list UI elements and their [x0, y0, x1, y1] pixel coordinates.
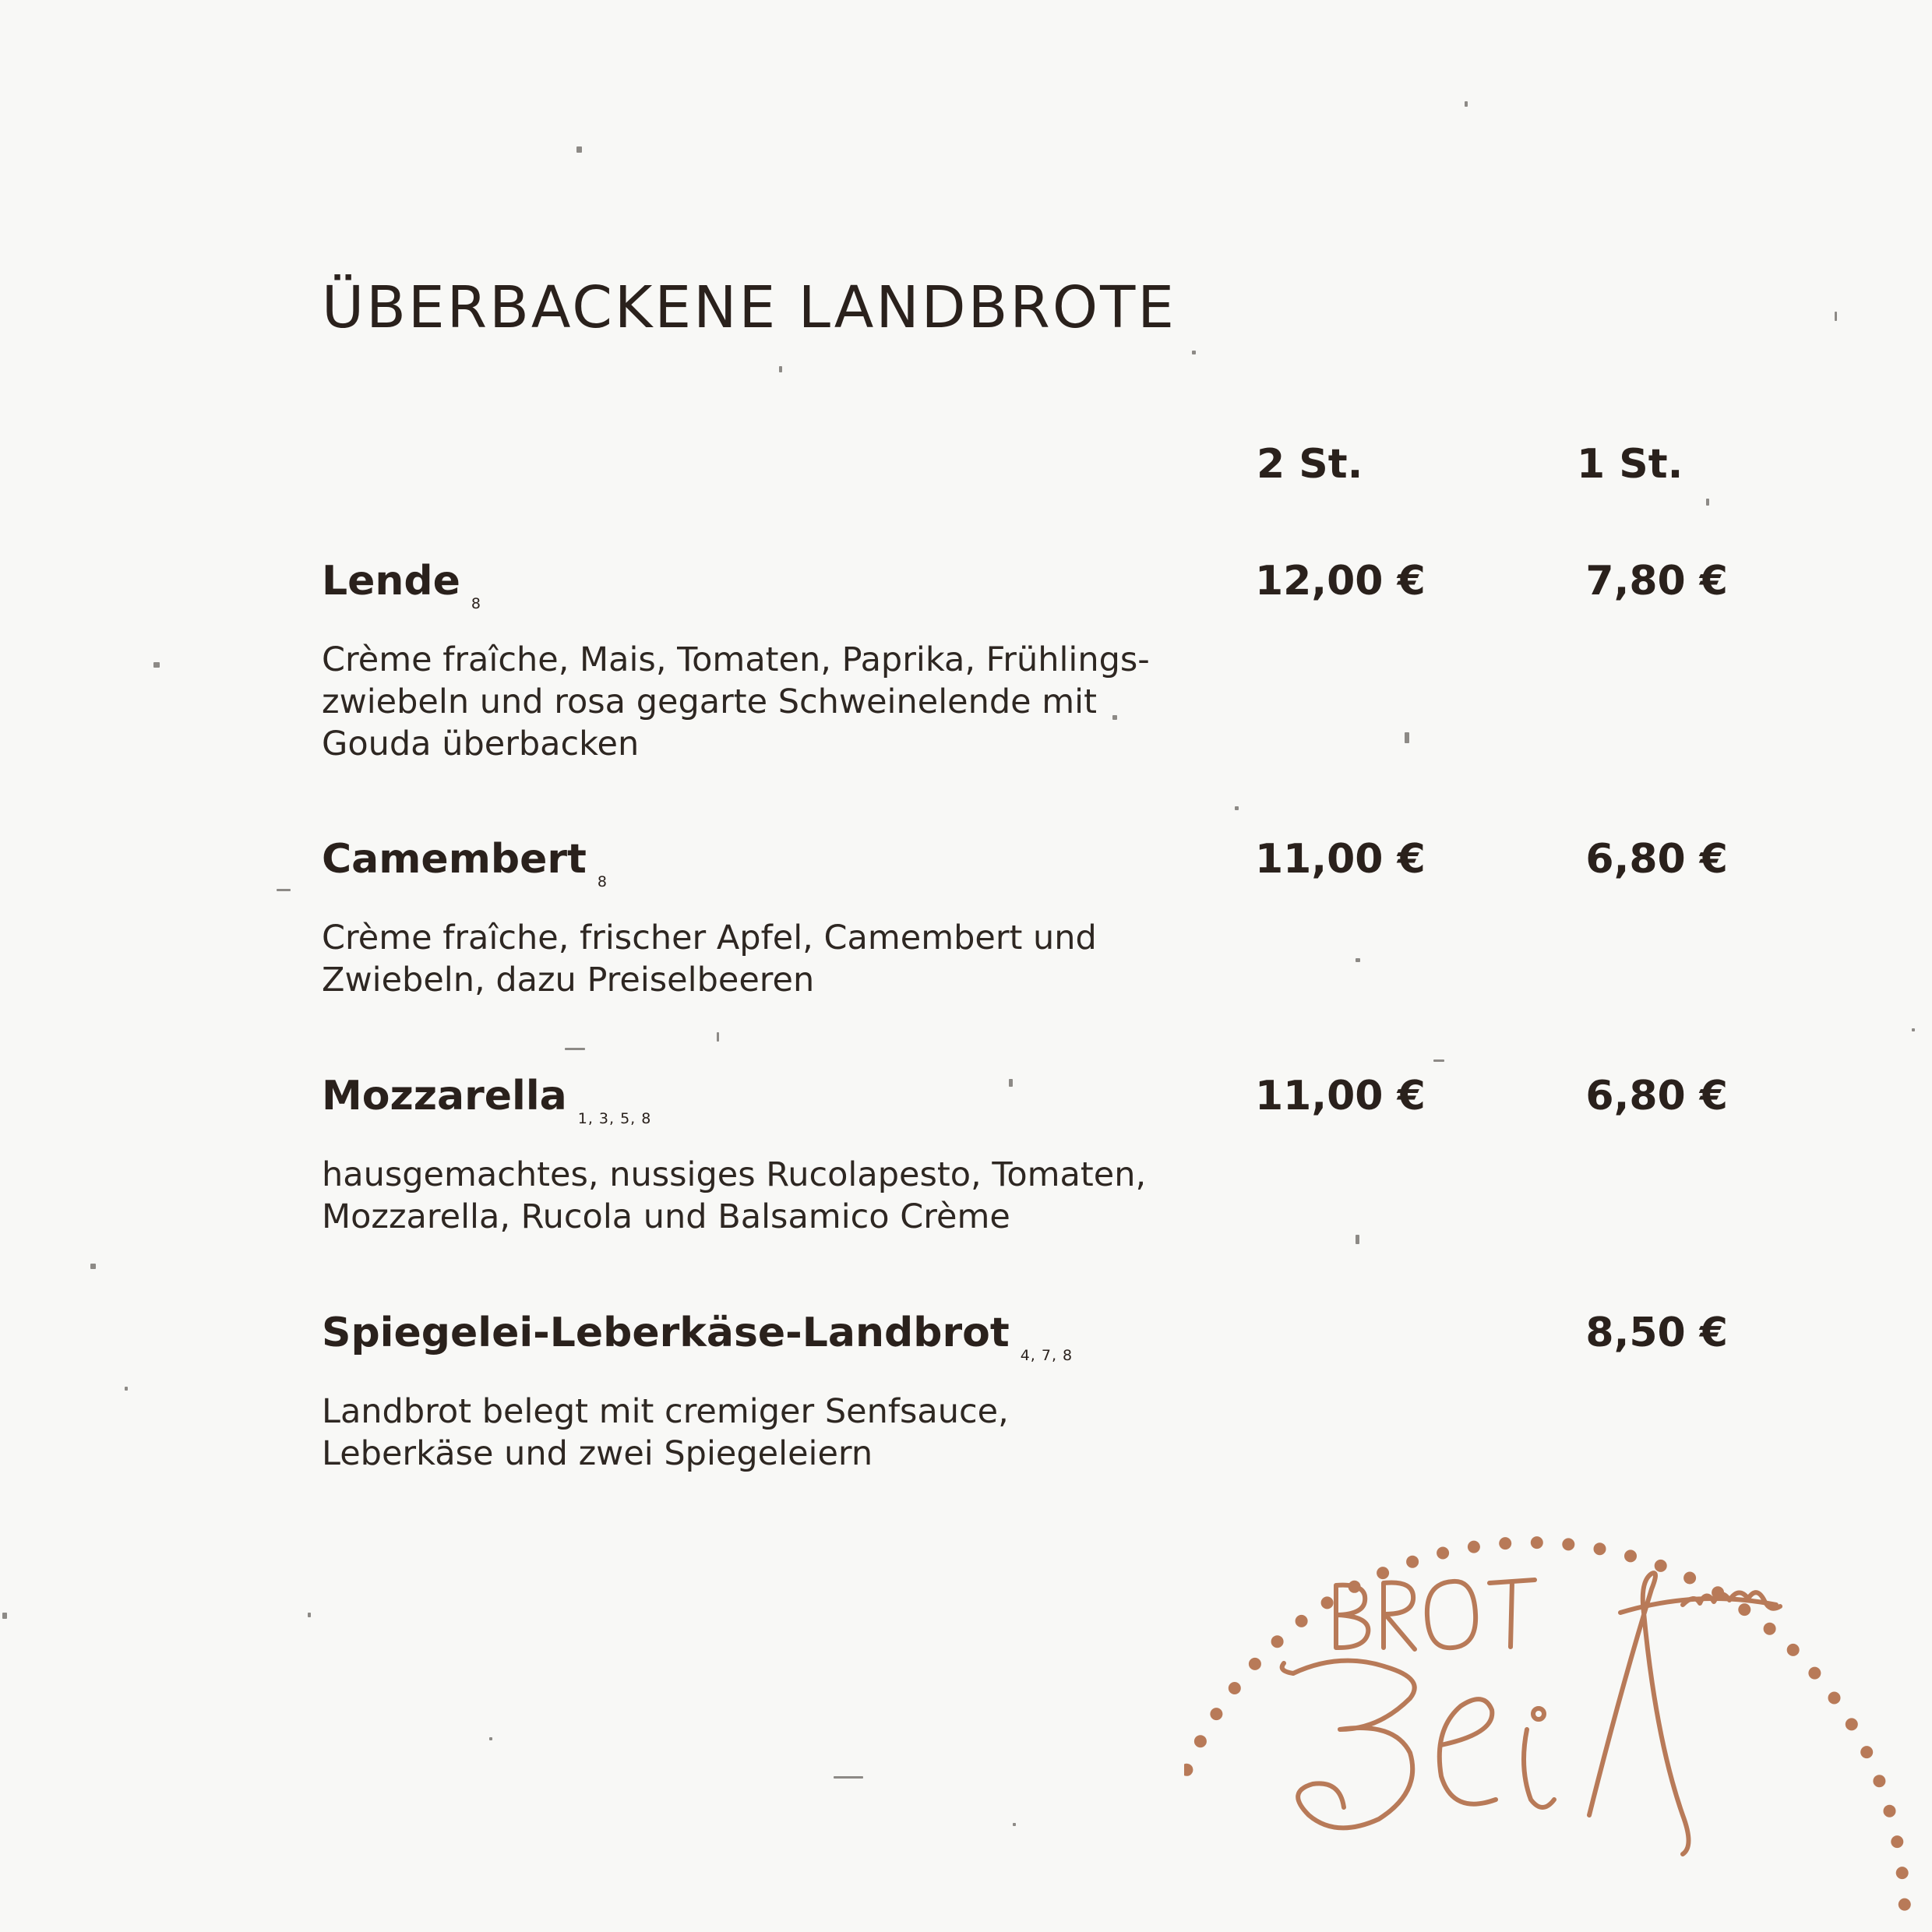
page-title: ÜBERBACKENE LANDBROTE	[322, 273, 1177, 341]
price-one-piece: 6,80 €	[1585, 1073, 1728, 1119]
allergen-codes: 8	[597, 873, 608, 890]
logo-dot	[1437, 1547, 1449, 1560]
menu-item	[322, 836, 1763, 999]
logo-dot	[1808, 1667, 1821, 1680]
logo-dot	[1499, 1537, 1511, 1549]
logo-dot	[1738, 1603, 1750, 1616]
price-two-pieces: 11,00 €	[1255, 836, 1426, 883]
logo-dot	[1229, 1682, 1241, 1694]
allergen-codes: 8	[471, 595, 482, 612]
item-description: hausgemachtes, nussiges Rucolapesto, Tomaten, Mozzarella, Rucola und Balsamico Crème	[322, 1155, 1147, 1236]
column-header-one-piece: 1 St.	[1577, 441, 1683, 488]
logo-dot	[1594, 1542, 1606, 1555]
logo-dot	[1896, 1867, 1909, 1879]
menu-item	[322, 1073, 1763, 1236]
logo-dot	[1249, 1658, 1261, 1670]
brotzeit-logo	[1184, 1379, 1932, 1932]
logo-dot	[1873, 1775, 1885, 1787]
logo-dot	[1787, 1644, 1800, 1656]
logo-dot	[1846, 1718, 1858, 1730]
logo-dot	[1321, 1596, 1334, 1609]
logo-dot	[1194, 1735, 1207, 1747]
item-description: Landbrot belegt mit cremiger Senfsauce, Leberkäse und zwei Spiegeleiern	[322, 1392, 1009, 1473]
item-name: Camembert	[322, 836, 587, 883]
logo-dot	[1271, 1635, 1284, 1648]
menu-item	[322, 1310, 1763, 1473]
allergen-codes: 4, 7, 8	[1020, 1347, 1074, 1364]
logo-dot	[1891, 1835, 1903, 1848]
logo-dot	[1764, 1623, 1776, 1635]
logo-dot	[1683, 1572, 1696, 1585]
logo-dot	[1184, 1764, 1193, 1776]
logo-dot	[1562, 1538, 1574, 1550]
logo-dot	[1406, 1556, 1419, 1568]
logo-dot	[1210, 1708, 1222, 1720]
menu-item	[322, 558, 1763, 763]
item-name: Lende	[322, 558, 460, 605]
logo-dot	[1531, 1536, 1543, 1549]
logo-dot	[1884, 1805, 1896, 1817]
logo-dot	[1860, 1746, 1873, 1758]
price-one-piece: 8,50 €	[1585, 1310, 1728, 1356]
logo-dot	[1377, 1567, 1389, 1579]
logo-lettering	[1282, 1573, 1780, 1854]
column-header-two-pieces: 2 St.	[1257, 441, 1363, 488]
allergen-codes: 1, 3, 5, 8	[577, 1110, 652, 1127]
logo-dot	[1899, 1899, 1911, 1911]
price-two-pieces: 11,00 €	[1255, 1073, 1426, 1119]
item-description: Crème fraîche, Mais, Tomaten, Paprika, Frühlings- zwiebeln und rosa gegarte Schweinelende mit Gouda überbacken	[322, 640, 1150, 763]
logo-dot	[1296, 1615, 1308, 1627]
logo-dot	[1468, 1541, 1480, 1553]
price-one-piece: 7,80 €	[1585, 558, 1728, 605]
logo-dot	[1828, 1692, 1841, 1705]
item-description: Crème fraîche, frischer Apfel, Camembert und Zwiebeln, dazu Preiselbeeren	[322, 918, 1097, 999]
logo-dot-ring	[1184, 1536, 1911, 1911]
logo-dot	[1624, 1549, 1637, 1562]
logo-dot	[1655, 1560, 1667, 1572]
item-name: Mozzarella	[322, 1073, 567, 1119]
price-two-pieces: 12,00 €	[1255, 558, 1426, 605]
item-name: Spiegelei-Leberkäse-Landbrot	[322, 1310, 1010, 1356]
price-one-piece: 6,80 €	[1585, 836, 1728, 883]
